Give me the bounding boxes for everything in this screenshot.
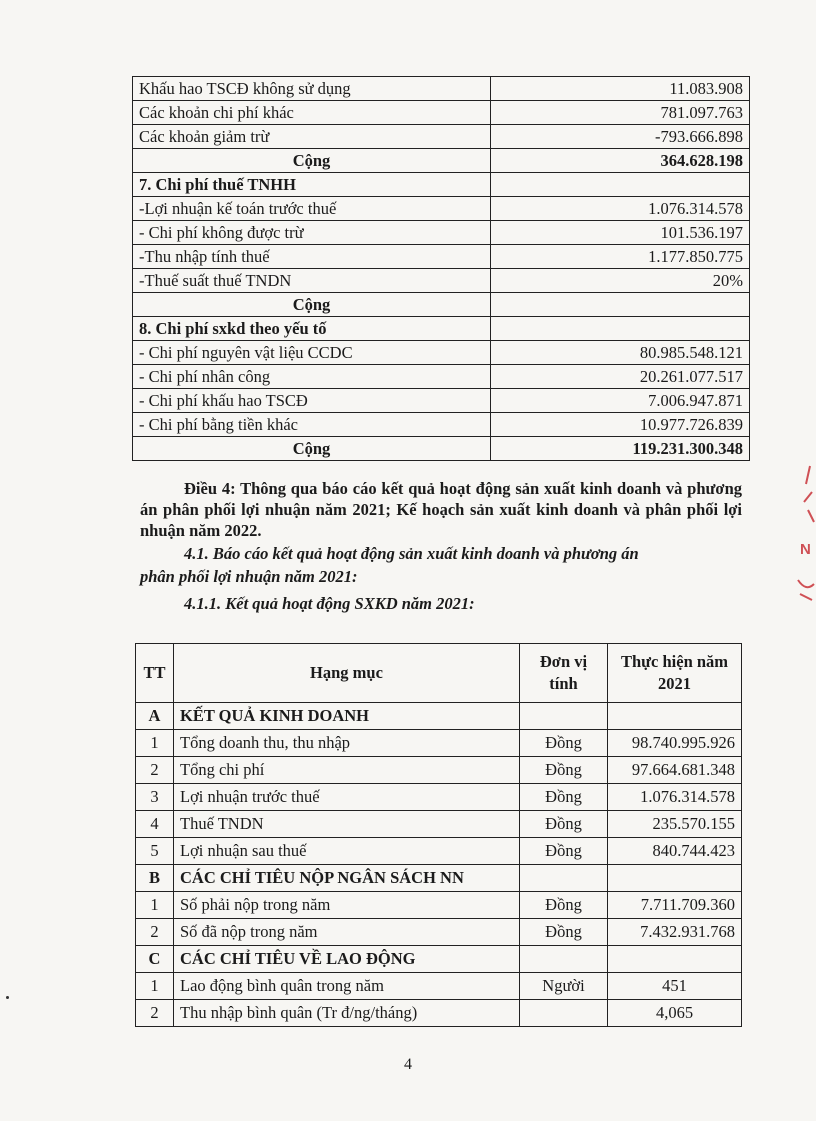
cost-table-row	[133, 341, 750, 365]
red-stamp-fragment	[796, 462, 816, 604]
result-row	[136, 865, 742, 892]
row-number: 2	[136, 1000, 174, 1027]
article-4-heading: Điều 4: Thông qua báo cáo kết quả hoạt động sản xuất kinh doanh và phương án phân phối lợi nhuận năm 2021; Kế hoạch sản xuất kinh doanh và phân phối lợi nhuận năm 2022.	[140, 479, 742, 540]
result-row	[136, 730, 742, 757]
result-row	[136, 811, 742, 838]
row-item: KẾT QUẢ KINH DOANH	[174, 703, 520, 730]
row-value: 840.744.423	[608, 838, 742, 865]
row-unit: Đồng	[520, 784, 608, 811]
cost-table-row	[133, 389, 750, 413]
scan-speck	[6, 996, 9, 999]
header-unit: Đơn vị tính	[520, 644, 608, 703]
row-number: 1	[136, 730, 174, 757]
cost-value: 101.536.197	[491, 221, 750, 245]
row-unit: Đồng	[520, 919, 608, 946]
result-row	[136, 973, 742, 1000]
result-row	[136, 1000, 742, 1027]
svg-text:N: N	[800, 541, 811, 558]
cost-table	[132, 76, 750, 461]
row-item: Lao động bình quân trong năm	[174, 973, 520, 1000]
cost-value: 20.261.077.517	[491, 365, 750, 389]
cost-label: 7. Chi phí thuế TNHH	[133, 173, 491, 197]
section-4-1-line1: 4.1. Báo cáo kết quả hoạt động sản xuất kinh doanh và phương án	[184, 544, 639, 563]
cost-table-row	[133, 365, 750, 389]
cost-label: -Lợi nhuận kế toán trước thuế	[133, 197, 491, 221]
header-actual: Thực hiện năm 2021	[608, 644, 742, 703]
cost-value	[491, 317, 750, 341]
cost-table-row	[133, 221, 750, 245]
cost-label: Các khoản giảm trừ	[133, 125, 491, 149]
header-tt: TT	[136, 644, 174, 703]
row-unit: Đồng	[520, 838, 608, 865]
result-row	[136, 892, 742, 919]
row-item: Số phải nộp trong năm	[174, 892, 520, 919]
cost-table-body	[133, 77, 750, 461]
cost-table-row	[133, 317, 750, 341]
cost-label: - Chi phí bằng tiền khác	[133, 413, 491, 437]
cost-value	[491, 173, 750, 197]
row-item: Số đã nộp trong năm	[174, 919, 520, 946]
row-unit	[520, 1000, 608, 1027]
cost-table-row	[133, 437, 750, 461]
cost-label: - Chi phí nhân công	[133, 365, 491, 389]
header-item: Hạng mục	[174, 644, 520, 703]
row-item: Thuế TNDN	[174, 811, 520, 838]
cost-value: 20%	[491, 269, 750, 293]
row-item: Lợi nhuận sau thuế	[174, 838, 520, 865]
cost-value: 781.097.763	[491, 101, 750, 125]
row-item: Tổng chi phí	[174, 757, 520, 784]
cost-label: - Chi phí không được trừ	[133, 221, 491, 245]
cost-table-row	[133, 245, 750, 269]
cost-label: Cộng	[133, 437, 491, 461]
row-number: 2	[136, 757, 174, 784]
row-item: Tổng doanh thu, thu nhập	[174, 730, 520, 757]
row-number: 2	[136, 919, 174, 946]
row-unit	[520, 703, 608, 730]
row-value: 98.740.995.926	[608, 730, 742, 757]
row-unit: Đồng	[520, 730, 608, 757]
row-value: 7.432.931.768	[608, 919, 742, 946]
cost-value: 1.177.850.775	[491, 245, 750, 269]
cost-value: 119.231.300.348	[491, 437, 750, 461]
cost-table-row	[133, 149, 750, 173]
cost-table-row	[133, 269, 750, 293]
row-unit: Đồng	[520, 811, 608, 838]
result-row	[136, 703, 742, 730]
row-value: 235.570.155	[608, 811, 742, 838]
row-value: 4,065	[608, 1000, 742, 1027]
row-value	[608, 865, 742, 892]
cost-table-row	[133, 173, 750, 197]
row-item: CÁC CHỈ TIÊU NỘP NGÂN SÁCH NN	[174, 865, 520, 892]
row-unit	[520, 865, 608, 892]
cost-table-row	[133, 197, 750, 221]
cost-table-row	[133, 101, 750, 125]
row-value: 451	[608, 973, 742, 1000]
row-value	[608, 703, 742, 730]
cost-value: 11.083.908	[491, 77, 750, 101]
result-row	[136, 946, 742, 973]
result-row	[136, 757, 742, 784]
result-row	[136, 784, 742, 811]
section-4-1-1-title: 4.1.1. Kết quả hoạt động SXKD năm 2021:	[184, 594, 475, 613]
row-number: 3	[136, 784, 174, 811]
row-number: 1	[136, 973, 174, 1000]
cost-label: Các khoản chi phí khác	[133, 101, 491, 125]
result-row	[136, 919, 742, 946]
row-unit: Đồng	[520, 892, 608, 919]
row-value: 97.664.681.348	[608, 757, 742, 784]
cost-label: - Chi phí khấu hao TSCĐ	[133, 389, 491, 413]
row-unit: Đồng	[520, 757, 608, 784]
cost-value: 10.977.726.839	[491, 413, 750, 437]
cost-value: 364.628.198	[491, 149, 750, 173]
cost-label: Cộng	[133, 149, 491, 173]
business-results-body	[136, 644, 742, 1027]
cost-value	[491, 293, 750, 317]
cost-label: -Thuế suất thuế TNDN	[133, 269, 491, 293]
row-item: CÁC CHỈ TIÊU VỀ LAO ĐỘNG	[174, 946, 520, 973]
cost-label: -Thu nhập tính thuế	[133, 245, 491, 269]
page-number: 4	[404, 1056, 412, 1073]
cost-value: 7.006.947.871	[491, 389, 750, 413]
cost-label: Cộng	[133, 293, 491, 317]
row-unit: Người	[520, 973, 608, 1000]
table-header-row	[136, 644, 742, 703]
cost-table-row	[133, 125, 750, 149]
row-number: B	[136, 865, 174, 892]
cost-table-row	[133, 413, 750, 437]
row-number: 1	[136, 892, 174, 919]
row-value: 7.711.709.360	[608, 892, 742, 919]
cost-value: 1.076.314.578	[491, 197, 750, 221]
cost-label: Khấu hao TSCĐ không sử dụng	[133, 77, 491, 101]
row-number: C	[136, 946, 174, 973]
row-number: 5	[136, 838, 174, 865]
row-value: 1.076.314.578	[608, 784, 742, 811]
section-4-1-line2: phân phối lợi nhuận năm 2021:	[140, 567, 358, 586]
row-value	[608, 946, 742, 973]
row-item: Lợi nhuận trước thuế	[174, 784, 520, 811]
cost-label: - Chi phí nguyên vật liệu CCDC	[133, 341, 491, 365]
business-results-table	[135, 643, 742, 1027]
row-number: A	[136, 703, 174, 730]
row-number: 4	[136, 811, 174, 838]
cost-label: 8. Chi phí sxkd theo yếu tố	[133, 317, 491, 341]
cost-value: -793.666.898	[491, 125, 750, 149]
cost-value: 80.985.548.121	[491, 341, 750, 365]
cost-table-row	[133, 77, 750, 101]
cost-table-row	[133, 293, 750, 317]
row-unit	[520, 946, 608, 973]
row-item: Thu nhập bình quân (Tr đ/ng/tháng)	[174, 1000, 520, 1027]
result-row	[136, 838, 742, 865]
